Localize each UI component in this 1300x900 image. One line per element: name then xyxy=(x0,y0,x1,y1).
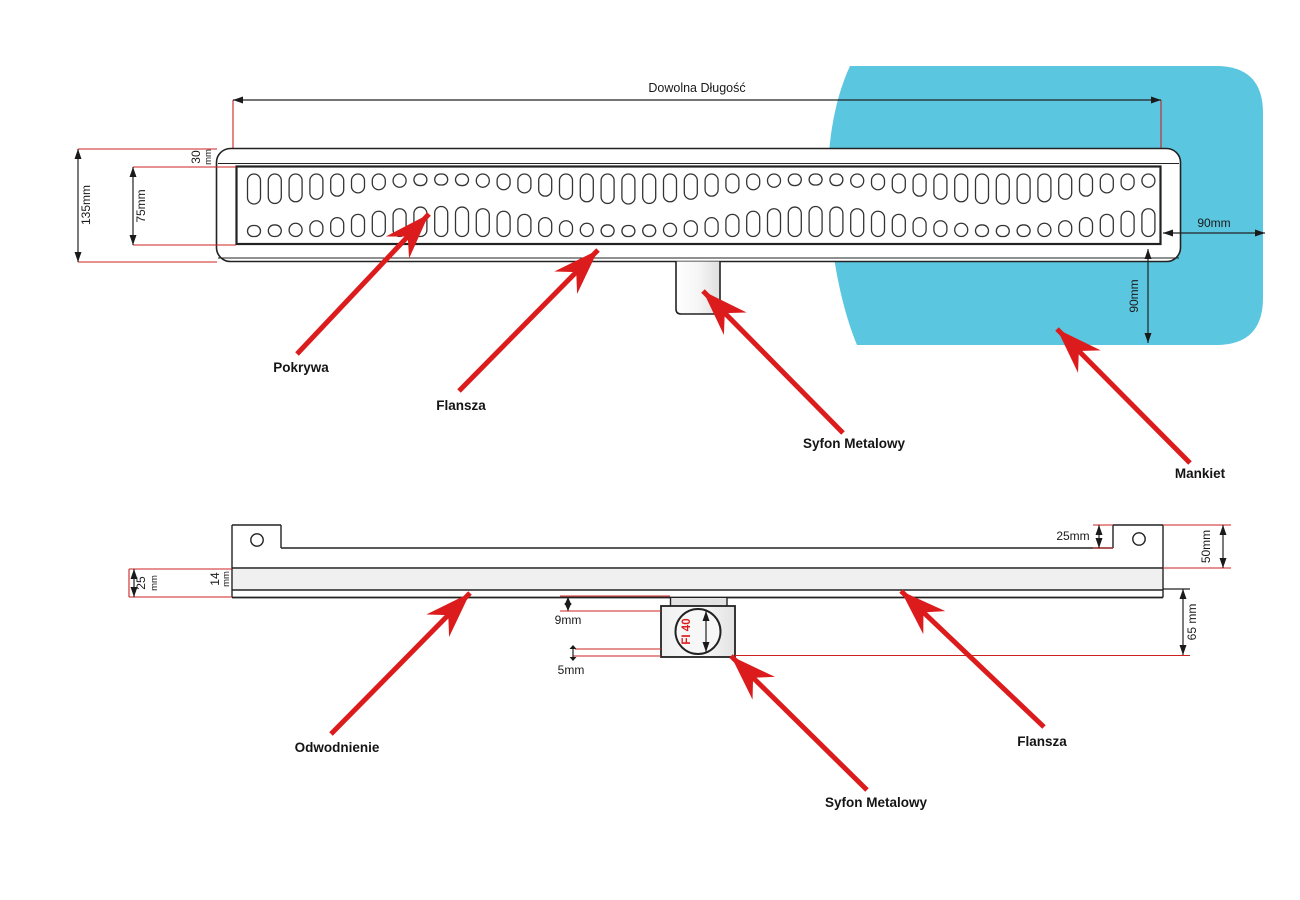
cover-slot xyxy=(539,174,552,196)
cover-slot xyxy=(476,174,489,187)
cover-slot xyxy=(456,207,469,236)
cover-slot xyxy=(1059,174,1072,199)
cover-slot xyxy=(851,209,864,237)
cover-slot xyxy=(872,174,885,190)
drainage-callout-arrow xyxy=(331,593,470,734)
cover-slot xyxy=(996,226,1009,237)
cover-slot xyxy=(393,174,406,187)
dimension-text: 9mm xyxy=(554,613,582,627)
membrane-callout-arrow xyxy=(1057,329,1190,463)
dimension-text: 135mm xyxy=(79,184,93,226)
cover-slot xyxy=(248,226,261,237)
cover-slot xyxy=(955,174,968,202)
dimension-text: 30 xyxy=(189,150,203,164)
cover-slot xyxy=(1038,223,1051,236)
cover-slot xyxy=(809,207,822,237)
cover-slot xyxy=(1059,221,1072,237)
cover-slot xyxy=(976,174,989,203)
cover-slot xyxy=(913,174,926,196)
channel-body xyxy=(233,569,1162,590)
flange-callout-arrow xyxy=(459,250,598,391)
cover-slot xyxy=(331,218,344,237)
siphon-callout-arrow-bottom xyxy=(731,656,867,790)
cover-slot xyxy=(1080,174,1093,196)
cover-slot xyxy=(539,218,552,237)
cover-slot xyxy=(768,209,781,237)
cover-slot xyxy=(310,221,323,237)
siphon-outlet-top xyxy=(676,262,720,315)
dimension-text: Dowolna Długość xyxy=(648,81,746,95)
dimension-unit: mm xyxy=(149,575,160,591)
cover-slot xyxy=(892,214,905,236)
dimension-text: 5mm xyxy=(557,663,585,677)
cover-slot xyxy=(1121,174,1134,190)
drainage-label: Odwodnienie xyxy=(294,740,380,755)
dimension-5mm xyxy=(558,645,661,677)
cover-slot xyxy=(788,207,801,236)
cover-slot xyxy=(622,226,635,237)
cover-slot xyxy=(1121,211,1134,236)
cover-slot xyxy=(1142,174,1155,187)
siphon-callout-arrow xyxy=(703,291,843,433)
side-view xyxy=(129,525,1231,810)
dimension-text: 75mm xyxy=(134,189,148,223)
cover-slot xyxy=(560,221,573,237)
flange-label: Flansza xyxy=(436,398,486,413)
cover-slot xyxy=(643,225,656,237)
cover-slot xyxy=(248,174,261,204)
dimension-25mm-right xyxy=(1056,525,1113,548)
dimension-unit: mm xyxy=(203,149,214,165)
dimension-text: 14 xyxy=(208,572,222,586)
dimension-text: 25mm xyxy=(1056,529,1090,543)
dimension-unit: mm xyxy=(221,571,232,587)
dimension-14mm xyxy=(208,571,232,587)
cover-slot xyxy=(1142,209,1155,237)
cover-slot xyxy=(268,225,281,237)
cover-slot xyxy=(331,174,344,196)
cover-slot xyxy=(622,174,635,204)
cover-slot xyxy=(497,174,510,190)
cover-slot xyxy=(934,221,947,237)
flange-label-bottom: Flansza xyxy=(1017,734,1067,749)
cover-slot xyxy=(1017,174,1030,203)
cover-slot xyxy=(352,214,365,236)
cover-slot xyxy=(684,221,697,237)
cover-slot xyxy=(1100,174,1113,193)
dimension-50mm xyxy=(1163,525,1231,568)
cover-slot xyxy=(726,214,739,236)
siphon-side xyxy=(661,598,735,658)
cover-slot xyxy=(372,174,385,190)
cover-slot xyxy=(955,223,968,236)
cover-slot xyxy=(1017,225,1030,237)
cover-slot xyxy=(393,209,406,237)
cover-slot xyxy=(913,218,926,237)
cover-slot xyxy=(747,174,760,190)
cover-label: Pokrywa xyxy=(273,360,329,375)
mounting-hole-right xyxy=(1133,533,1145,545)
dimension-text: 65 mm xyxy=(1185,603,1199,641)
cover-slot xyxy=(872,211,885,236)
cover-slot xyxy=(435,207,448,237)
cover-slot xyxy=(643,174,656,203)
cover-slot xyxy=(705,218,718,237)
cover-slot xyxy=(497,211,510,236)
cover-slot xyxy=(809,174,822,185)
dimension-65mm xyxy=(735,589,1199,656)
dimension-text: 25 xyxy=(134,576,148,590)
cover-slot xyxy=(601,174,614,203)
cover-slot xyxy=(1080,218,1093,237)
membrane-label: Mankiet xyxy=(1174,466,1226,481)
siphon-label: Syfon Metalowy xyxy=(802,436,906,451)
siphon-neck xyxy=(671,598,728,606)
dimension-text: 90mm xyxy=(1127,279,1141,313)
cover-slot xyxy=(684,174,697,199)
cover-slot xyxy=(768,174,781,187)
cover-slot xyxy=(1100,214,1113,236)
cover-slot xyxy=(996,174,1009,204)
cover-slot xyxy=(664,174,677,202)
cover-slot xyxy=(518,174,531,193)
pipe-diameter-text: FI 40 xyxy=(681,618,693,645)
cover-slot xyxy=(726,174,739,193)
dimension-text: 90mm xyxy=(1197,216,1231,230)
cover-slot xyxy=(268,174,281,203)
cover-slot xyxy=(601,225,614,237)
mounting-hole-left xyxy=(251,534,263,546)
cover-slot xyxy=(414,174,427,186)
cover-slot xyxy=(705,174,718,196)
dimension-9mm xyxy=(555,596,670,627)
top-view xyxy=(78,66,1265,481)
cover-slot xyxy=(747,211,760,236)
dimension-30mm xyxy=(189,149,214,165)
cover-slot xyxy=(560,174,573,199)
cover-slot xyxy=(310,174,323,199)
cover-slot xyxy=(976,225,989,237)
cover-slot xyxy=(476,209,489,237)
cover-slot xyxy=(289,174,302,202)
cover-slot xyxy=(352,174,365,193)
cover-slot xyxy=(580,174,593,202)
cover-slot xyxy=(435,174,448,185)
cover-slot xyxy=(580,223,593,236)
flange-callout-arrow-bottom xyxy=(901,591,1044,727)
cover-slot xyxy=(456,174,469,186)
cover-slot xyxy=(892,174,905,193)
cover-slot xyxy=(934,174,947,199)
cover-slot xyxy=(851,174,864,187)
cover-slot xyxy=(1038,174,1051,202)
cover-slot xyxy=(788,174,801,186)
cover-slot xyxy=(664,223,677,236)
cover-slot xyxy=(830,207,843,236)
cover-slot xyxy=(372,211,385,236)
siphon-label-bottom: Syfon Metalowy xyxy=(824,795,928,810)
cover-slot xyxy=(518,214,531,236)
cover-slot xyxy=(830,174,843,186)
cover-slot xyxy=(289,223,302,236)
dimension-text: 50mm xyxy=(1199,529,1213,564)
